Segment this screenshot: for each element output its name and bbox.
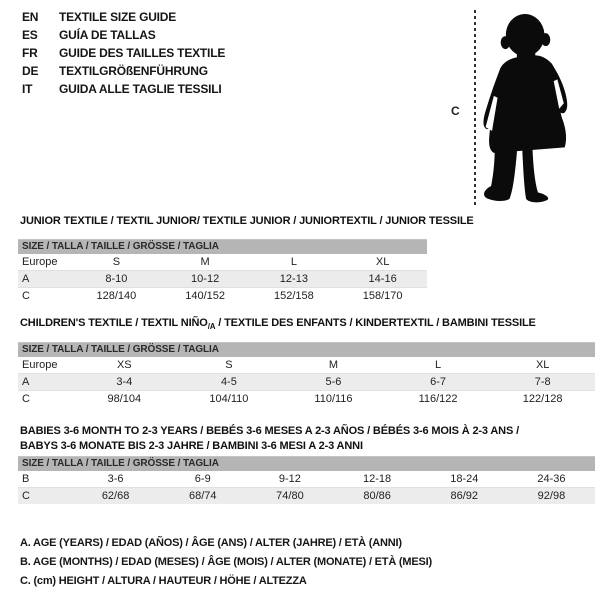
table-cell: 140/152 [185,290,225,302]
section-title-text: / TEXTILE DES ENFANTS / KINDERTEXTIL / BAMBINI TESSILE [215,317,536,329]
row-label: A [22,376,30,388]
table-cell: 6-7 [430,376,447,388]
table-cell: 8-10 [105,273,128,285]
section-title-text: BABYS 3-6 MONATE BIS 2-3 JAHRE / BAMBINI 3-6 MESI A 2-3 ANNI [20,440,363,452]
table-cell: 10-12 [191,273,220,285]
table-row [18,357,595,374]
language-title: GUIDE DES TAILLES TEXTILE [59,46,226,60]
table-cell: 158/170 [362,290,403,302]
footnote-line: A. AGE (YEARS) / EDAD (AÑOS) / ÂGE (ANS) / ALTER (JAHRE) / ETÀ (ANNI) [20,537,402,549]
table-cell: 86/92 [450,490,479,502]
table-row [18,374,595,391]
table-cell: XS [116,359,132,371]
language-code: FR [22,46,38,60]
table-cell: 3-4 [116,376,133,388]
language-title: GUIDA ALLE TAGLIE TESSILI [59,82,222,96]
children-size-table [18,342,595,407]
row-label: B [22,473,30,485]
language-title: TEXTILGRÖßENFÜHRUNG [59,64,208,78]
language-code: DE [22,64,39,78]
children-section-title [20,316,536,334]
row-label: Europe [22,256,58,268]
language-row [22,8,225,26]
junior-size-table [18,239,427,304]
table-cell: 4-5 [220,376,237,388]
footnote-line: C. (cm) HEIGHT / ALTURA / HAUTEUR / HÖHE / ALTEZZA [20,575,307,587]
table-cell: 68/74 [188,490,217,502]
table-cell: S [112,256,121,268]
table-cell: L [290,256,297,268]
babies-section-title [20,424,519,454]
table-cell: 12-18 [363,473,392,485]
section-title-text: JUNIOR TEXTILE / TEXTIL JUNIOR/ TEXTILE JUNIOR / JUNIORTEXTIL / JUNIOR TESSILE [20,215,474,227]
table-cell: XL [535,359,550,371]
row-label: C [22,393,30,405]
baby-silhouette-icon [481,5,573,207]
table-cell: 5-6 [325,376,342,388]
language-header [22,8,225,98]
language-row [22,62,225,80]
table-cell: 14-16 [368,273,397,285]
table-cell: 152/158 [273,290,314,302]
height-measure-label: C [451,104,460,118]
table-row [18,391,595,407]
table-cell: 62/68 [101,490,130,502]
language-row [22,80,225,98]
table-cell: 74/80 [276,490,304,502]
table-cell: 80/86 [363,490,391,502]
junior-section-title [20,214,474,229]
language-row [22,26,225,44]
row-label: C [22,490,30,502]
table-cell: M [200,256,210,268]
language-row [22,44,225,62]
row-label: C [22,290,30,302]
table-cell: 98/104 [107,393,142,405]
size-header-bar: SIZE / TALLA / TAILLE / GRÖSSE / TAGLIA [18,240,427,254]
table-cell: 92/98 [537,490,566,502]
table-cell: 12-13 [279,273,308,285]
section-title-text: BABIES 3-6 MONTH TO 2-3 YEARS / BEBÉS 3-6 MESES A 2-3 AÑOS / BÉBÉS 3-6 MOIS À 2-3 ANS / [20,425,519,437]
table-cell: L [435,359,442,371]
table-cell: 110/116 [314,393,353,405]
language-code: EN [22,10,39,24]
section-title-line [20,316,536,334]
footnote-legend [20,534,432,591]
language-title: GUÍA DE TALLAS [59,28,156,42]
table-cell: 116/122 [418,393,458,405]
table-cell: 7-8 [534,376,551,388]
section-title-text: CHILDREN'S TEXTILE / TEXTIL NIÑO [20,317,208,329]
section-title-line [20,439,519,454]
table-row [18,271,427,288]
table-cell: 24-36 [537,473,566,485]
table-row [18,254,427,271]
section-title-line [20,214,474,229]
section-title-subscript: /A [207,322,216,332]
table-cell: XL [375,256,390,268]
language-code: IT [22,82,33,96]
table-cell: 122/128 [522,393,563,405]
language-title: TEXTILE SIZE GUIDE [59,10,177,24]
size-header-bar: SIZE / TALLA / TAILLE / GRÖSSE / TAGLIA [18,457,595,471]
table-cell: 104/110 [209,393,249,405]
table-cell: 18-24 [450,473,479,485]
language-code: ES [22,28,38,42]
table-row [18,471,595,488]
height-dashed-line [474,10,476,207]
footnote-line: B. AGE (MONTHS) / EDAD (MESES) / ÂGE (MOIS) / ALTER (MONATE) / ETÀ (MESI) [20,556,432,568]
table-row [18,488,595,504]
table-cell: 9-12 [278,473,301,485]
row-label: A [22,273,30,285]
section-title-line [20,424,519,439]
table-cell: 3-6 [107,473,124,485]
table-cell: M [328,359,339,371]
table-row [18,288,427,304]
size-header-bar: SIZE / TALLA / TAILLE / GRÖSSE / TAGLIA [18,343,595,357]
table-cell: 6-9 [194,473,211,485]
table-cell: S [225,359,233,371]
table-cell: 128/140 [96,290,137,302]
babies-size-table [18,456,595,504]
row-label: Europe [22,359,58,371]
